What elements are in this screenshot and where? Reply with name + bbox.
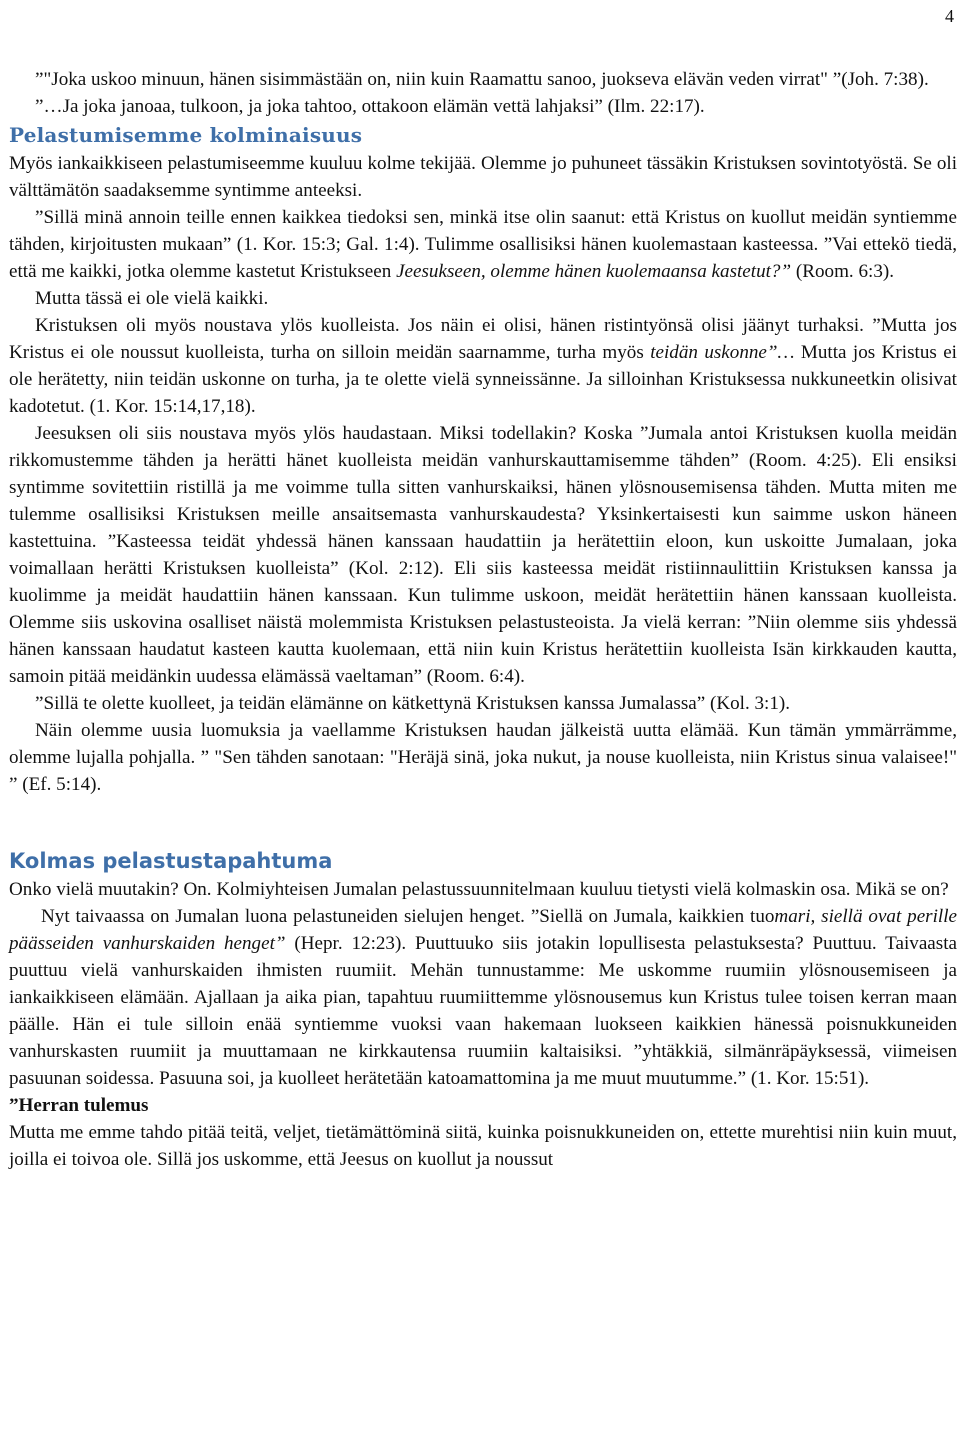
text-span: (Hepr. 12:23). Puuttuuko siis jotakin lopullisesta pelastuksesta? Puuttuu. Taivaasta puuttuu vielä vanhurskaiden ihmisten ruumiit. Mehän tunnustamme: Me uskomme ruumiin ylösnousemiseen ja iankaikkiseen elämään. Ajallaan ja aika pian, tapahtuu ruumiittemme ylösnousemus kun Kristus tulee toisen kerran maan päälle. Hän ei tule silloin enää syntiemme vuoksi vaan hakemaan luokseen kaikkien hänessä poisnukkuneiden vanhurskasten ruumiit ja muuttamaan ne kirkkautensa ruumiin kaltaisiksi. ”yhtäkkiä, silmänräpäyksessä, viimeisen pasuunan soidessa. Pasuuna soi, ja kuolleet herätetään katoamattomina ja me muut muutumme.” (1. Kor. 15:51). xyxy=(9,933,957,1089)
body-paragraph xyxy=(9,903,957,1092)
body-paragraph: Myös iankaikkiseen pelastumiseemme kuuluu kolme tekijää. Olemme jo puhuneet tässäkin Kristuksen sovintotyöstä. Se oli välttämätön saadaksemme syntimme anteeksi. xyxy=(9,153,957,201)
body-paragraph: Mutta me emme tahdo pitää teitä, veljet, tietämättöminä siitä, kuinka poisnukkuneiden on, ettette murehtisi niin kuin muut, joilla ei toivoa ole. Sillä jos uskomme, että Jeesus on kuollut ja noussut xyxy=(9,1122,957,1170)
section-heading-third-salvation: Kolmas pelastustapahtuma xyxy=(9,849,333,873)
italic-quote: mari, siellä ovat perille päässeiden vanhurskaiden henget” xyxy=(9,906,958,954)
quote-paragraph: ”…Ja joka janoaa, tulkoon, ja joka tahtoo, ottakoon elämän vettä lahjaksi” (Ilm. 22:17). xyxy=(35,96,705,117)
text-span: Nyt taivaassa on Jumalan luona pelastuneiden sielujen henget. ”Siellä on Jumala, kaikkien tuo xyxy=(41,906,775,927)
text-span: ”Sillä minä annoin teille ennen kaikkea tiedoksi sen, minkä itse olin saanut: että Kristus on kuollut meidän syntiemme tähden, kirjoitusten mukaan” (1. Kor. 15:3; Gal. 1:4). Tulimme osallisiksi hänen kuolemastaan kasteessa. ”Vai ettekö tiedä, että me kaikki, jotka olemme kastetut Kristukseen xyxy=(9,207,957,282)
body-paragraph: Näin olemme uusia luomuksia ja vaellamme Kristuksen haudan jälkeistä uutta elämää. Kun tämän ymmärrämme, olemme lujalla pohjalla. ” "Sen tähden sanotaan: "Heräjä sinä, joka nukut, ja nouse kuolleista, niin Kristus sinua valaisee!" ” (Ef. 5:14). xyxy=(9,720,957,795)
body-paragraph xyxy=(9,204,957,285)
body-paragraph: ”Sillä te olette kuolleet, ja teidän elämänne on kätkettynä Kristuksen kanssa Jumalassa” (Kol. 3:1). xyxy=(35,693,791,714)
body-paragraph xyxy=(9,312,957,420)
section-heading-trinity: Pelastumisemme kolminaisuus xyxy=(9,123,363,147)
text-span: Mutta jos Kristus ei ole herätetty, niin teidän uskonne on turha, ja te olette vielä synneissänne. Ja silloinhan Kristuksessa nukkuneetkin olisivat kadotetut. (1. Kor. 15:14,17,18). xyxy=(9,342,957,417)
text-span: (Room. 6:3). xyxy=(791,261,894,282)
text-span: Kristuksen oli myös noustava ylös kuolleista. Jos näin ei olisi, hänen ristintyönsä olisi jäänyt turhaksi. ”Mutta jos Kristus ei ole noussut kuolleista, turha on silloin meidän saarnamme, turha myös xyxy=(9,315,957,363)
section-heading-lords-coming: ”Herran tulemus xyxy=(9,1095,149,1116)
italic-quote: teidän uskonne”… xyxy=(650,342,795,363)
body-paragraph: Mutta tässä ei ole vielä kaikki. xyxy=(35,288,269,309)
body-paragraph: Jeesuksen oli siis noustava myös ylös haudastaan. Miksi todellakin? Koska ”Jumala antoi Kristuksen kuolla meidän rikkomustemme tähden ja herätti hänet kuolleista meidän vanhurskauttamisemme tähden” (Room. 4:25). Eli ensiksi syntimme sovitettiin ristillä ja me voimme tulla sitten vanhurskaiksi, hänen ylösnousemisensa tähden. Mutta miten me tulemme osallisiksi Kristuksen meille ansaitsemasta vanhurskaudesta? Yksinkertaisesti kun saimme uskon häneen kastettuina. ”Kasteessa teidät yhdessä hänen kanssaan haudattiin ja herätettiin eloon, kun uskoitte Jumalaan, joka voimallaan herätti Kristuksen kuolleista” (Kol. 2:12). Eli siis kasteessa meidät ristiinnaulittiin Kristuksen kanssa ja kuolimme ja meidät haudattiin hänen kanssaan. Kun tulimme uskoon, meidät herätettiin hänen kanssaan kuolleista. Olemme siis uskovina osalliset näistä molemmista Kristuksen pelastusteoista. Ja vielä kerran: ”Niin olemme siis yhdessä hänen kanssaan haudatut kasteen kautta kuolemaan, että niin kuin Kristus herätettiin kuolleista Isän kirkkauden kautta, samoin pitää meidänkin uudessa elämässä vaeltaman” (Room. 6:4). xyxy=(9,423,957,687)
page-number: 4 xyxy=(945,6,954,26)
italic-quote: Jeesukseen, olemme hänen kuolemaansa kastetut?” xyxy=(396,261,792,282)
body-paragraph: Onko vielä muutakin? On. Kolmiyhteisen Jumalan pelastussuunnitelmaan kuuluu tietysti vielä kolmaskin osa. Mikä se on? xyxy=(9,879,949,900)
page-content xyxy=(9,66,957,1173)
quote-paragraph: ”"Joka uskoo minuun, hänen sisimmästään on, niin kuin Raamattu sanoo, juokseva elävän veden virrat" ”(Joh. 7:38). xyxy=(35,69,929,90)
